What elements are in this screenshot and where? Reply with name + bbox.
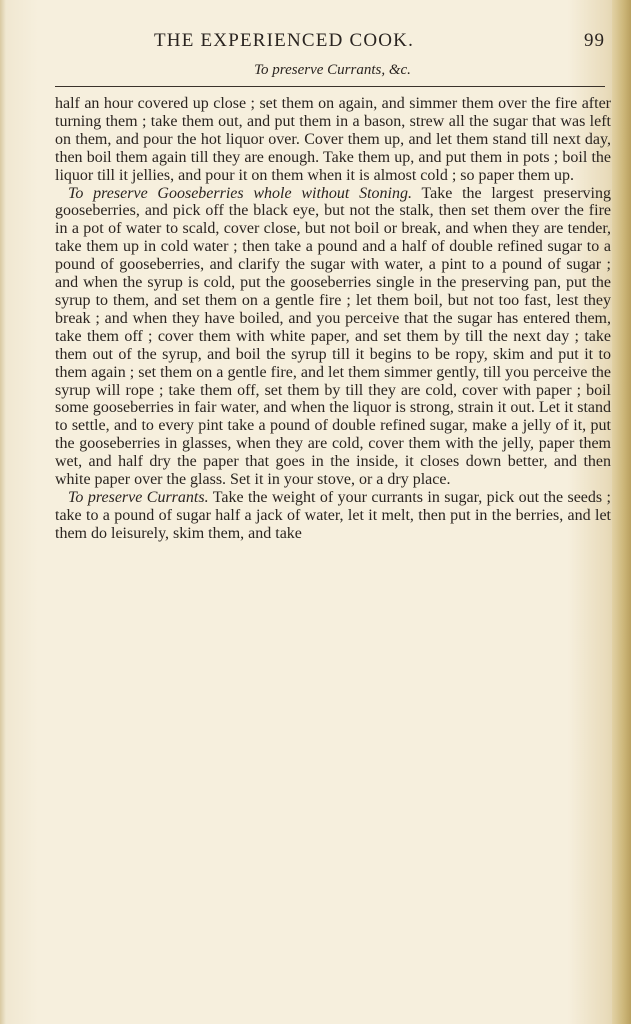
paragraph-text: half an hour covered up close ; set them on again, and simmer them over the fire after turning them ; take them out, and put them in a bason, strew all the sugar that was left on them, and pour the hot liquor over. Cover them up, and let them stand till next day, then boil them again till they are enough. Take them up, and put them in pots ; boil the liquor till it jellies, and pour it on them when it is almost cold ; so paper them up. (55, 95, 611, 184)
paragraph-text: Take the largest preserving gooseberries, and pick off the black eye, but not the stalk, then set them over the fire in a pot of water to scald, cover close, but not boil or break, and when they are tender, take them up in cold water ; then take a pound and a half of double refined sugar to a pound of gooseberries, and clarify the sugar with water, a pint to a pound of sugar ; and when the syrup is cold, put the gooseberries single in the preserving pan, put the syrup to them, and set them on a gentle fire ; let them boil, but not too fast, lest they break ; and when they have boiled, and you perceive that the sugar has entered them, take them off ; cover them with white paper, and set them by till the next day ; take them out of the syrup, and boil the syrup till it begins to be ropy, skim and put it to them again ; set them on a gentle fire, and let them simmer gently, till you perceive the syrup will rope ; take them off, set them by till they are cold, cover with paper ; boil some gooseberries in fair water, and when the liquor is strong, strain it out. Let it stand to settle, and to every pint take a pound of double refined sugar, make a jelly of it, put the gooseberries in glasses, when they are cold, cover them with the jelly, paper them wet, and half dry the paper that goes in the inside, it closes down better, and then white paper over the glass. Set it in your stove, or a dry place. (55, 184, 612, 489)
recipe-heading-currants: To preserve Currants. (68, 488, 209, 506)
running-head: THE EXPERIENCED COOK. (154, 30, 415, 51)
header-rule (55, 86, 605, 87)
recipe-heading-gooseberries: To preserve Gooseberries whole without Stoning. (68, 184, 412, 202)
section-title: To preserve Currants, &c. (254, 62, 411, 78)
paragraph-currants (55, 489, 611, 543)
page-left-edge (0, 0, 6, 1024)
body-text (55, 95, 611, 543)
paragraph-gooseberries (55, 185, 611, 489)
paragraph-continued (55, 95, 611, 185)
paragraph-text: Take the weight of your currants in sugar, pick out the seeds ; take to a pound of sugar half a jack of water, let it melt, then put in the berries, and let them do leisurely, skim them, and take (55, 488, 611, 542)
page-binding-edge (612, 0, 631, 1024)
page-header (60, 30, 605, 54)
page-number: 99 (584, 30, 605, 51)
